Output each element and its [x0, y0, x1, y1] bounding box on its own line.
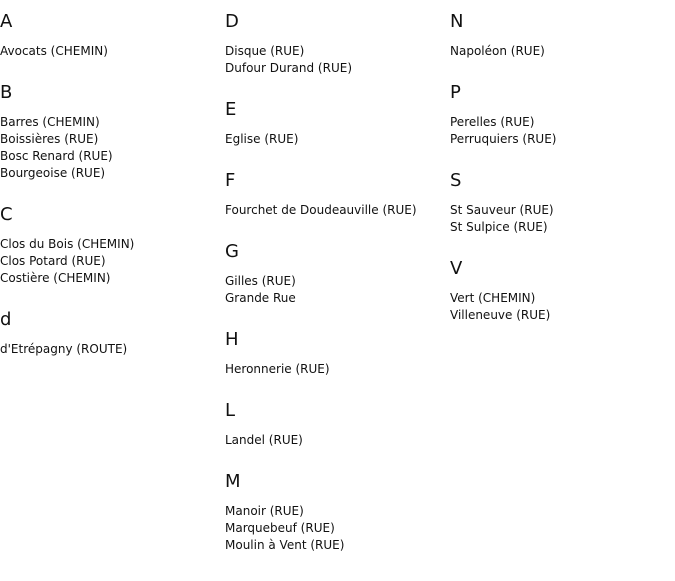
street-list [450, 202, 675, 236]
index-column-3 [450, 0, 675, 335]
letter-heading: M [225, 471, 241, 492]
street-link[interactable]: Villeneuve (RUE) [450, 308, 551, 322]
street-link[interactable]: Boissières (RUE) [0, 132, 99, 146]
letter-group [0, 0, 225, 71]
street-link[interactable]: Grande Rue [225, 291, 296, 305]
street-list [0, 43, 225, 60]
street-link[interactable]: Fourchet de Doudeauville (RUE) [225, 203, 417, 217]
letter-group [450, 159, 675, 247]
street-link[interactable]: Perelles (RUE) [450, 115, 535, 129]
letter-group [225, 88, 450, 159]
street-link[interactable]: Eglise (RUE) [225, 132, 299, 146]
street-list [0, 341, 225, 358]
street-list [225, 43, 450, 77]
street-link[interactable]: Clos Potard (RUE) [0, 254, 106, 268]
street-link[interactable]: Manoir (RUE) [225, 504, 304, 518]
street-link[interactable]: Heronnerie (RUE) [225, 362, 330, 376]
letter-heading: V [450, 258, 463, 279]
group-spacer [450, 236, 675, 247]
street-link[interactable]: Vert (CHEMIN) [450, 291, 536, 305]
group-spacer [0, 358, 225, 369]
letter-heading: F [225, 170, 236, 191]
letter-heading: D [225, 11, 239, 32]
street-list [0, 114, 225, 182]
street-link[interactable]: Napoléon (RUE) [450, 44, 545, 58]
group-spacer [225, 77, 450, 88]
street-list [225, 202, 450, 219]
letter-heading: d [0, 309, 12, 330]
letter-group [450, 247, 675, 335]
street-list [450, 43, 675, 60]
street-link[interactable]: Bourgeoise (RUE) [0, 166, 106, 180]
street-list [225, 432, 450, 449]
letter-group [225, 230, 450, 318]
letter-heading: S [450, 170, 462, 191]
index-column-2 [225, 0, 450, 565]
street-link[interactable]: St Sauveur (RUE) [450, 203, 554, 217]
street-link[interactable]: Gilles (RUE) [225, 274, 296, 288]
group-spacer [225, 378, 450, 389]
letter-heading: H [225, 329, 239, 350]
street-link[interactable]: St Sulpice (RUE) [450, 220, 548, 234]
group-spacer [450, 324, 675, 335]
street-list [450, 290, 675, 324]
letter-group [225, 318, 450, 389]
street-link[interactable]: Perruquiers (RUE) [450, 132, 557, 146]
letter-heading: C [0, 204, 13, 225]
letter-group [450, 71, 675, 159]
letter-heading: N [450, 11, 464, 32]
group-spacer [450, 148, 675, 159]
letter-heading: P [450, 82, 461, 103]
letter-heading: E [225, 99, 237, 120]
letter-group [0, 71, 225, 193]
group-spacer [225, 449, 450, 460]
street-list [225, 503, 450, 554]
letter-group [225, 0, 450, 88]
letter-group [0, 193, 225, 298]
street-link[interactable]: Dufour Durand (RUE) [225, 61, 353, 75]
street-link[interactable]: Barres (CHEMIN) [0, 115, 100, 129]
letter-heading: L [225, 400, 236, 421]
group-spacer [0, 182, 225, 193]
letter-heading: G [225, 241, 239, 262]
group-spacer [450, 60, 675, 71]
letter-group [225, 389, 450, 460]
street-link[interactable]: Costière (CHEMIN) [0, 271, 111, 285]
street-list [450, 114, 675, 148]
street-list [225, 273, 450, 307]
street-link[interactable]: Landel (RUE) [225, 433, 303, 447]
group-spacer [225, 554, 450, 565]
group-spacer [225, 219, 450, 230]
street-list [225, 361, 450, 378]
street-link[interactable]: Moulin à Vent (RUE) [225, 538, 345, 552]
street-list [0, 236, 225, 287]
street-link[interactable]: Bosc Renard (RUE) [0, 149, 113, 163]
street-list [225, 131, 450, 148]
letter-group [225, 159, 450, 230]
street-link[interactable]: Clos du Bois (CHEMIN) [0, 237, 135, 251]
street-link[interactable]: d'Etrépagny (ROUTE) [0, 342, 128, 356]
letter-heading: B [0, 82, 13, 103]
letter-heading: A [0, 11, 13, 32]
street-link[interactable]: Marquebeuf (RUE) [225, 521, 335, 535]
letter-group [0, 298, 225, 369]
group-spacer [0, 60, 225, 71]
group-spacer [0, 287, 225, 298]
street-link[interactable]: Disque (RUE) [225, 44, 305, 58]
letter-group [225, 460, 450, 565]
group-spacer [225, 148, 450, 159]
index-column-1 [0, 0, 225, 369]
group-spacer [225, 307, 450, 318]
letter-group [450, 0, 675, 71]
street-link[interactable]: Avocats (CHEMIN) [0, 44, 108, 58]
